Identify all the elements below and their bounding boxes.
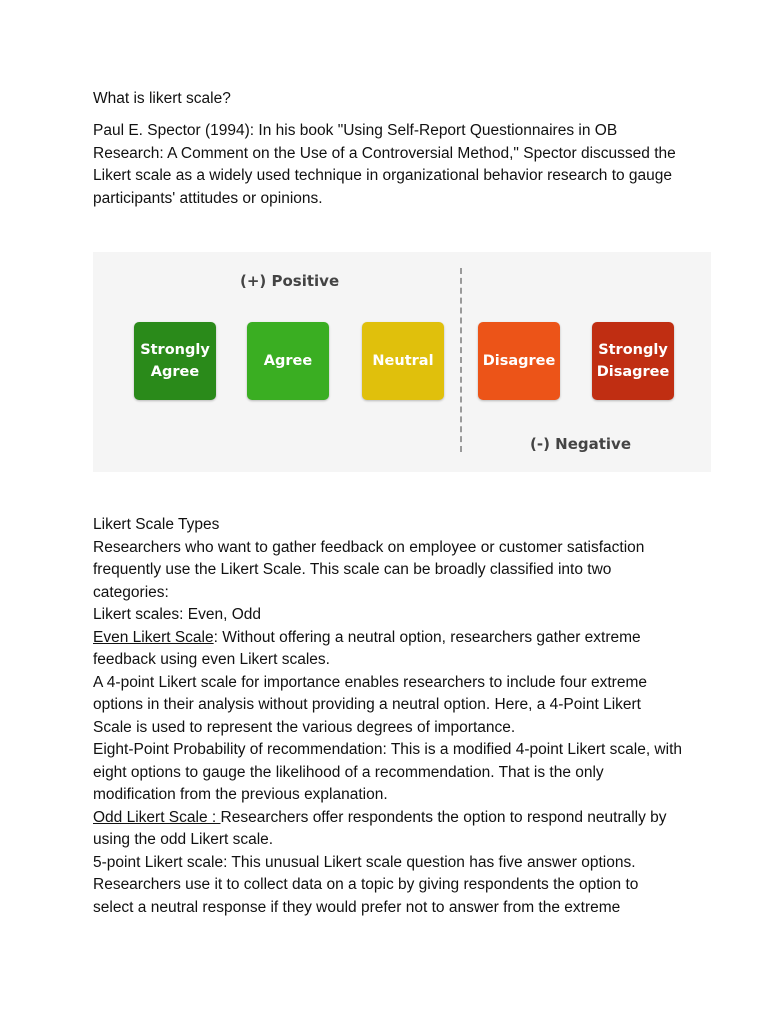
four-point-paragraph: A 4-point Likert scale for importance enables researchers to include four extreme options in their analysis without providing a neutral option. Here, a 4-Point Likert Scale is used to represent the various degrees of importance. <box>93 673 647 736</box>
types-title: Likert Scale Types <box>93 516 220 533</box>
option-strongly-disagree <box>592 322 674 400</box>
even-scale-text: : Without offering a neutral option, researchers gather extreme feedback using even Likert scales. <box>93 628 641 668</box>
page-heading: What is likert scale? <box>93 90 231 107</box>
categories-line: Likert scales: Even, Odd <box>93 606 261 623</box>
option-label: Strongly Agree <box>140 342 210 380</box>
odd-scale-paragraph <box>93 807 683 852</box>
option-label: Disagree <box>482 353 556 369</box>
body-section <box>93 514 683 919</box>
option-disagree <box>478 322 560 400</box>
option-strongly-agree <box>134 322 216 400</box>
even-scale-paragraph <box>93 627 683 672</box>
even-scale-term: Even Likert Scale <box>93 628 214 646</box>
odd-scale-text: Researchers offer respondents the option to respond neutrally by using the odd Likert scale. <box>93 808 667 848</box>
negative-label: (-) Negative <box>530 435 632 453</box>
option-label: Strongly Disagree <box>596 342 670 380</box>
five-point-paragraph: 5-point Likert scale: This unusual Likert scale question has five answer options. Researchers use it to collect data on a topic by giving respondents the option to select a neutral response if they would prefer not to answer from the extreme <box>93 853 639 916</box>
option-agree <box>247 322 329 400</box>
eight-point-paragraph: Eight-Point Probability of recommendation: This is a modified 4-point Likert scale, with eight options to gauge the likelihood of a recommendation. That is the only modification from the previous explanation. <box>93 741 682 803</box>
positive-label: (+) Positive <box>240 272 340 290</box>
option-neutral <box>362 322 444 400</box>
option-label: Neutral <box>372 353 434 369</box>
types-paragraph: Researchers who want to gather feedback on employee or customer satisfaction frequently use the Likert Scale. This scale can be broadly classified into two categories: <box>93 538 645 601</box>
figure-divider <box>460 268 462 452</box>
option-label: Agree <box>263 353 313 369</box>
intro-paragraph: Paul E. Spector (1994): In his book "Using Self-Report Questionnaires in OB Research: A Comment on the Use of a Controversial Method," Spector discussed the Likert scale as a widely used technique in organizational behavior research to gauge participants' attitudes or opinions. <box>93 122 676 207</box>
odd-scale-term: Odd Likert Scale : <box>93 808 221 826</box>
likert-scale-figure <box>93 252 711 472</box>
